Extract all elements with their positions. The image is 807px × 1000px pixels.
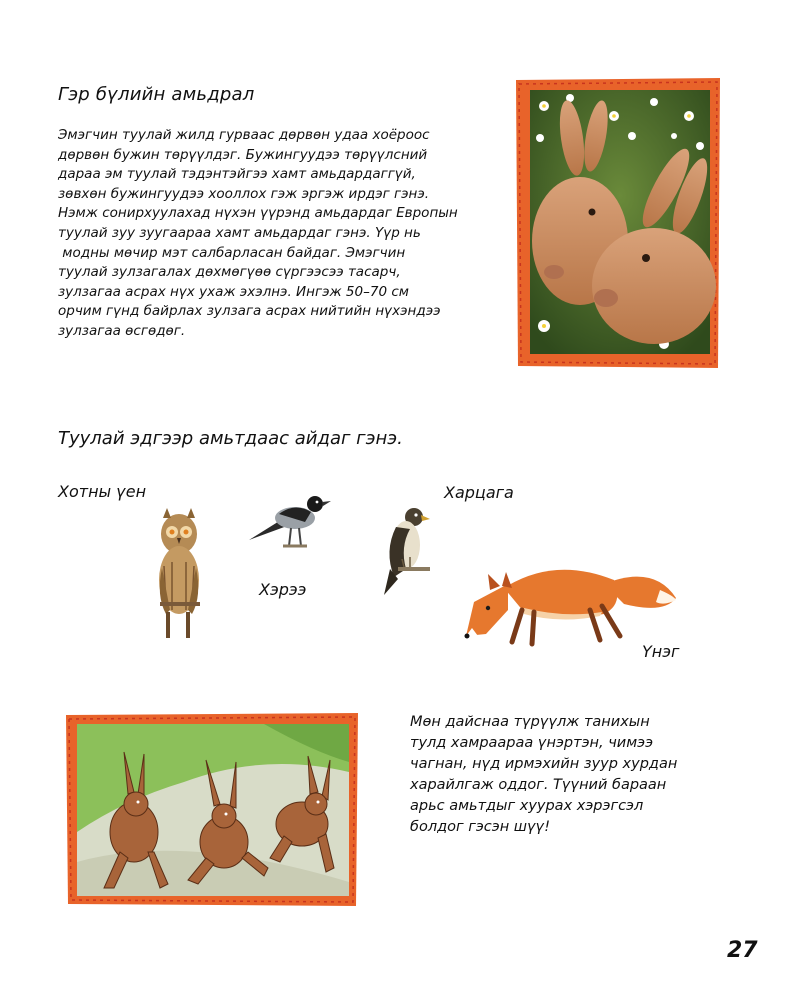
paragraph-line: Нэмж сонирхуулахад нүхэн үүрэнд амьдардаг Европын <box>58 205 458 222</box>
fox-illustration <box>464 544 678 652</box>
owl-illustration <box>152 506 206 644</box>
paragraph-line: орчим гүнд байрлах зулзага асрах нийтийн нүхэндээ <box>58 303 441 320</box>
section-title: Гэр бүлийн амьдрал <box>58 84 255 105</box>
magpie-label: Хэрээ <box>259 580 307 599</box>
paragraph-line: харайлгаж оддог. Түүний бараан <box>410 777 667 793</box>
paragraph-line: арьс амьтдыг хуурах хэрэгсэл <box>410 798 644 814</box>
paragraph-line: зөвхөн бужингуудээ хооллох гэж эргэж ирдэг гэнэ. <box>58 185 430 202</box>
paragraph-line: болдог гэсэн шүү! <box>410 819 551 835</box>
camouflage-paragraph <box>410 712 710 838</box>
hawk-illustration <box>380 505 430 601</box>
paragraph-line: туулай зулзагалах дөхмөгүөө сүргээсээ тасарч, <box>58 264 401 281</box>
paragraph-line: модны мөчир мэт салбарласан байдаг. Эмэгчин <box>58 244 406 261</box>
paragraph-line: Мөн дайснаа түрүүлж танихын <box>410 714 650 730</box>
paragraph-line: зулзагаа өсгөдөг. <box>58 322 186 339</box>
paragraph-line: Эмэгчин туулай жилд гурваас дөрвөн удаа хоёроос <box>58 127 430 143</box>
paragraph-line: туулай зуу зуугаараа хамт амьдардаг гэнэ. Үүр нь <box>58 224 421 241</box>
page-number: 27 <box>727 938 758 963</box>
magpie-illustration <box>247 488 331 558</box>
hares-painting <box>64 712 360 908</box>
hawk-label: Харцага <box>444 483 514 502</box>
paragraph-line: зулзагаа асрах нүх ухаж эхэлнэ. Ингэж 50–70 см <box>58 283 409 300</box>
paragraph-line: дараа эм туулай тэдэнтэйгээ хамт амьдардаггүй, <box>58 166 416 183</box>
rabbits-photo <box>514 76 722 370</box>
owl-label: Хотны үен <box>58 482 147 501</box>
predators-heading: Туулай эдгээр амьтдаас айдаг гэнэ. <box>58 428 403 449</box>
paragraph-line: дөрвөн бужин төрүүлдэг. Бужингуудээ төрүүлсний <box>58 146 428 163</box>
paragraph-line: чагнан, нүд ирмэхийн зуур хурдан <box>410 756 678 772</box>
paragraph-line: тулд хамраараа үнэртэн, чимээ <box>410 735 654 751</box>
intro-paragraph <box>58 126 498 342</box>
fox-label: Үнэг <box>642 642 680 661</box>
